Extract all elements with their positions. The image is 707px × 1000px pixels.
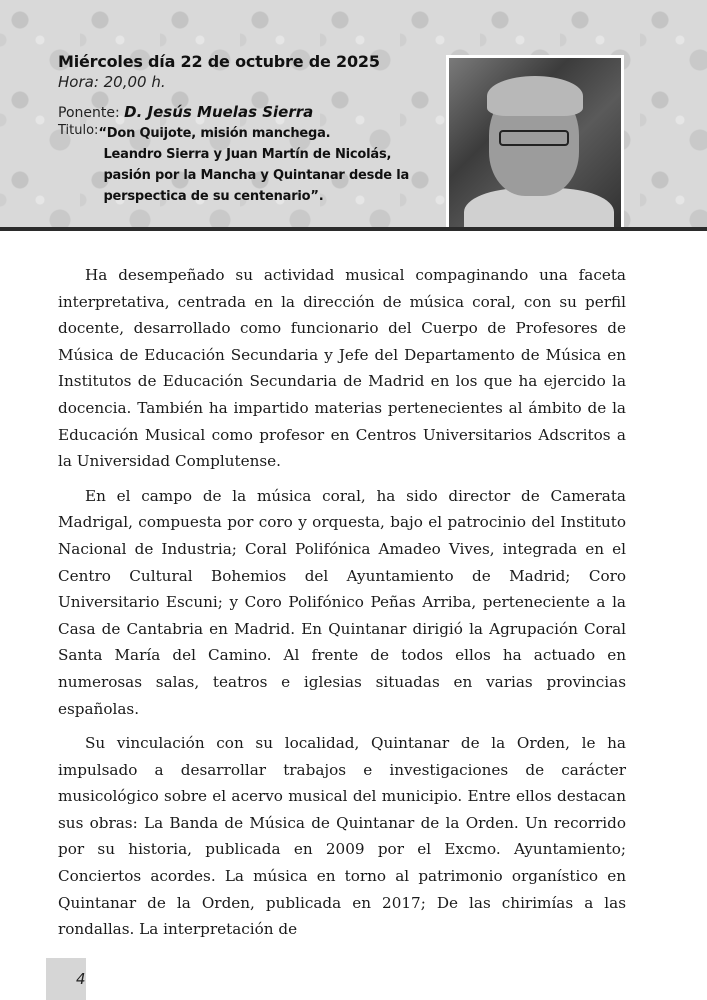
- speaker-line: [58, 103, 438, 121]
- header-divider: [0, 227, 707, 231]
- talk-title: [98, 123, 410, 207]
- header-banner: [0, 0, 707, 230]
- talk-title-line: “Don Quijote, misión manchega.: [98, 126, 331, 141]
- paragraph: Su vinculación con su localidad, Quintanar de la Orden, le ha impulsado a desarrollar trabajos e investigaciones de carácter musicológico sobre el acervo musical del municipio. Entre ellos destacan sus obras: La Banda de Música de Quintanar de la Orden. Un recorrido por su historia, publicada en 2009 por el Excmo. Ayuntamiento; Conciertos acordes. La música en torno al patrimonio organístico en Quintanar de la Orden, publicada en 2017; De las chirimías a las rondallas. La interpretación de: [58, 734, 626, 939]
- event-time: Hora: 20,00 h.: [58, 73, 166, 91]
- talk-title-line: Leandro Sierra y Juan Martín de Nicolás,: [103, 147, 392, 162]
- portrait-image: [449, 58, 621, 230]
- talk-title-line: pasión por la Mancha y Quintanar desde la: [103, 168, 410, 183]
- paragraph: En el campo de la música coral, ha sido director de Camerata Madrigal, compuesta por coro y orquesta, bajo el patrocinio del Instituto Nacional de Industria; Coral Polifónica Amadeo Vives, integrada en el Centro Cultural Bohemios del Ayuntamiento de Madrid; Coro Universitario Escuni; y Coro Polifónico Peñas Arriba, perteneciente a la Casa de Cantabria en Madrid. En Quintanar dirigió la Agrupación Coral Santa María del Camino. Al frente de todos ellos ha actuado en numerosas salas, teatros e iglesias situadas en varias provincias españolas.: [58, 486, 626, 718]
- talk-title-line: perspectica de su centenario”.: [103, 189, 324, 204]
- photo-glasses-shape: [499, 130, 569, 146]
- speaker-photo: [446, 55, 624, 230]
- event-date: Miércoles día 22 de octubre de 2025: [58, 52, 380, 71]
- speaker-label: Ponente:: [58, 105, 120, 121]
- photo-hair-shape: [487, 76, 583, 116]
- biography-text: [58, 262, 626, 951]
- page-number: 4: [46, 958, 86, 1000]
- talk-title-row: [58, 123, 438, 207]
- paragraph: Ha desempeñado su actividad musical compaginando una faceta interpretativa, centrada en la dirección de música coral, con su perfil docente, desarrollado como funcionario del Cuerpo de Profesores de Música de Educación Secundaria y Jefe del Departamento de Música en Institutos de Educación Secundaria de Madrid en los que ha ejercido la docencia. También ha impartido materias pertenecientes al ámbito de la Educación Musical como profesor en Centros Universitarios Adscritos a la Universidad Complutense.: [58, 266, 626, 471]
- speaker-name: D. Jesús Muelas Sierra: [124, 103, 314, 121]
- event-info: [58, 52, 438, 207]
- title-label: Titulo:: [58, 123, 99, 138]
